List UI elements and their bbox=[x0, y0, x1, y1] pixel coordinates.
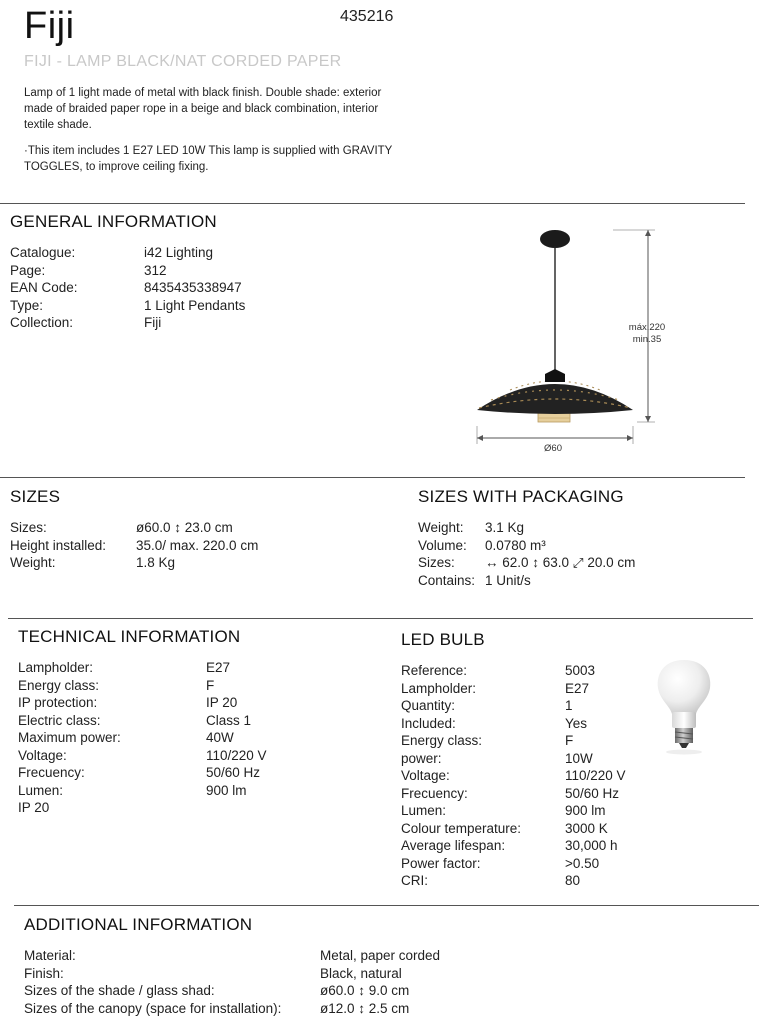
divider bbox=[14, 905, 759, 906]
section-heading-general: GENERAL INFORMATION bbox=[10, 212, 217, 231]
section-heading-sizes: SIZES bbox=[10, 487, 61, 506]
product-subtitle: FIJI - LAMP BLACK/NAT CORDED PAPER bbox=[24, 53, 342, 70]
led-bulb-image bbox=[652, 656, 716, 756]
product-title: Fiji bbox=[24, 5, 75, 47]
led-bulb-table: Reference: 5003 Lampholder: E27 Quantity: 1 Included: Yes Energy class: F power: 10W Voltage: 110/220 V Frecuency: 50/60 Hz Lumen: 900 lm Colour temperature: 3000 K Average lifespan: 30,000 h Power factor: >0.50 CRI: 80 bbox=[401, 663, 626, 888]
section-heading-additional: ADDITIONAL INFORMATION bbox=[24, 915, 253, 934]
diameter-label: Ø60 bbox=[544, 443, 562, 454]
canopy bbox=[540, 230, 570, 248]
lamp-dimension-drawing bbox=[465, 222, 685, 460]
divider bbox=[0, 203, 745, 204]
section-heading-packaging: SIZES WITH PACKAGING bbox=[418, 487, 624, 506]
additional-table: Material: Metal, paper corded Finish: Black, natural Sizes of the shade / glass shad: ø60.0 ↕ 9.0 cm Sizes of the canopy (space for installation): ø12.0 ↕ 2.5 cm bbox=[24, 948, 441, 1016]
description-paragraph: Lamp of 1 light made of metal with black finish. Double shade: exterior made of braided paper rope in a beige and black combination, interior textile shade. bbox=[24, 87, 382, 131]
outer-shade bbox=[477, 384, 633, 414]
section-heading-led-bulb: LED BULB bbox=[401, 630, 485, 649]
max-height-label: máx.220 bbox=[628, 322, 666, 333]
technical-table: Lampholder: E27 Energy class: F IP protection: IP 20 Electric class: Class 1 Maximum power: 40W Voltage: 110/220 V Frecuency: 50/60 Hz Lumen: 900 lm IP 20 bbox=[18, 660, 267, 815]
sizes-table: Sizes: ø60.0 ↕ 23.0 cm Height installed: 35.0/ max. 220.0 cm Weight: 1.8 Kg bbox=[10, 520, 259, 570]
divider bbox=[8, 618, 753, 619]
packaging-table: Weight: 3.1 Kg Volume: 0.0780 m³ Sizes: ↔ 62.0 ↕ 63.0 ⤢ 20.0 cm Contains: 1 Unit/s bbox=[418, 520, 636, 588]
general-info-table: Catalogue: i42 Lighting Page: 312 EAN Code: 8435435338947 Type: 1 Light Pendants Collection: Fiji bbox=[10, 245, 246, 330]
section-heading-technical: TECHNICAL INFORMATION bbox=[18, 627, 241, 646]
divider bbox=[0, 477, 745, 478]
description-note: ·This item includes 1 E27 LED 10W This lamp is supplied with GRAVITY TOGGLES, to improve ceiling fixing. bbox=[24, 145, 393, 173]
min-height-label: min.35 bbox=[632, 334, 662, 345]
product-code: 435216 bbox=[340, 8, 394, 25]
